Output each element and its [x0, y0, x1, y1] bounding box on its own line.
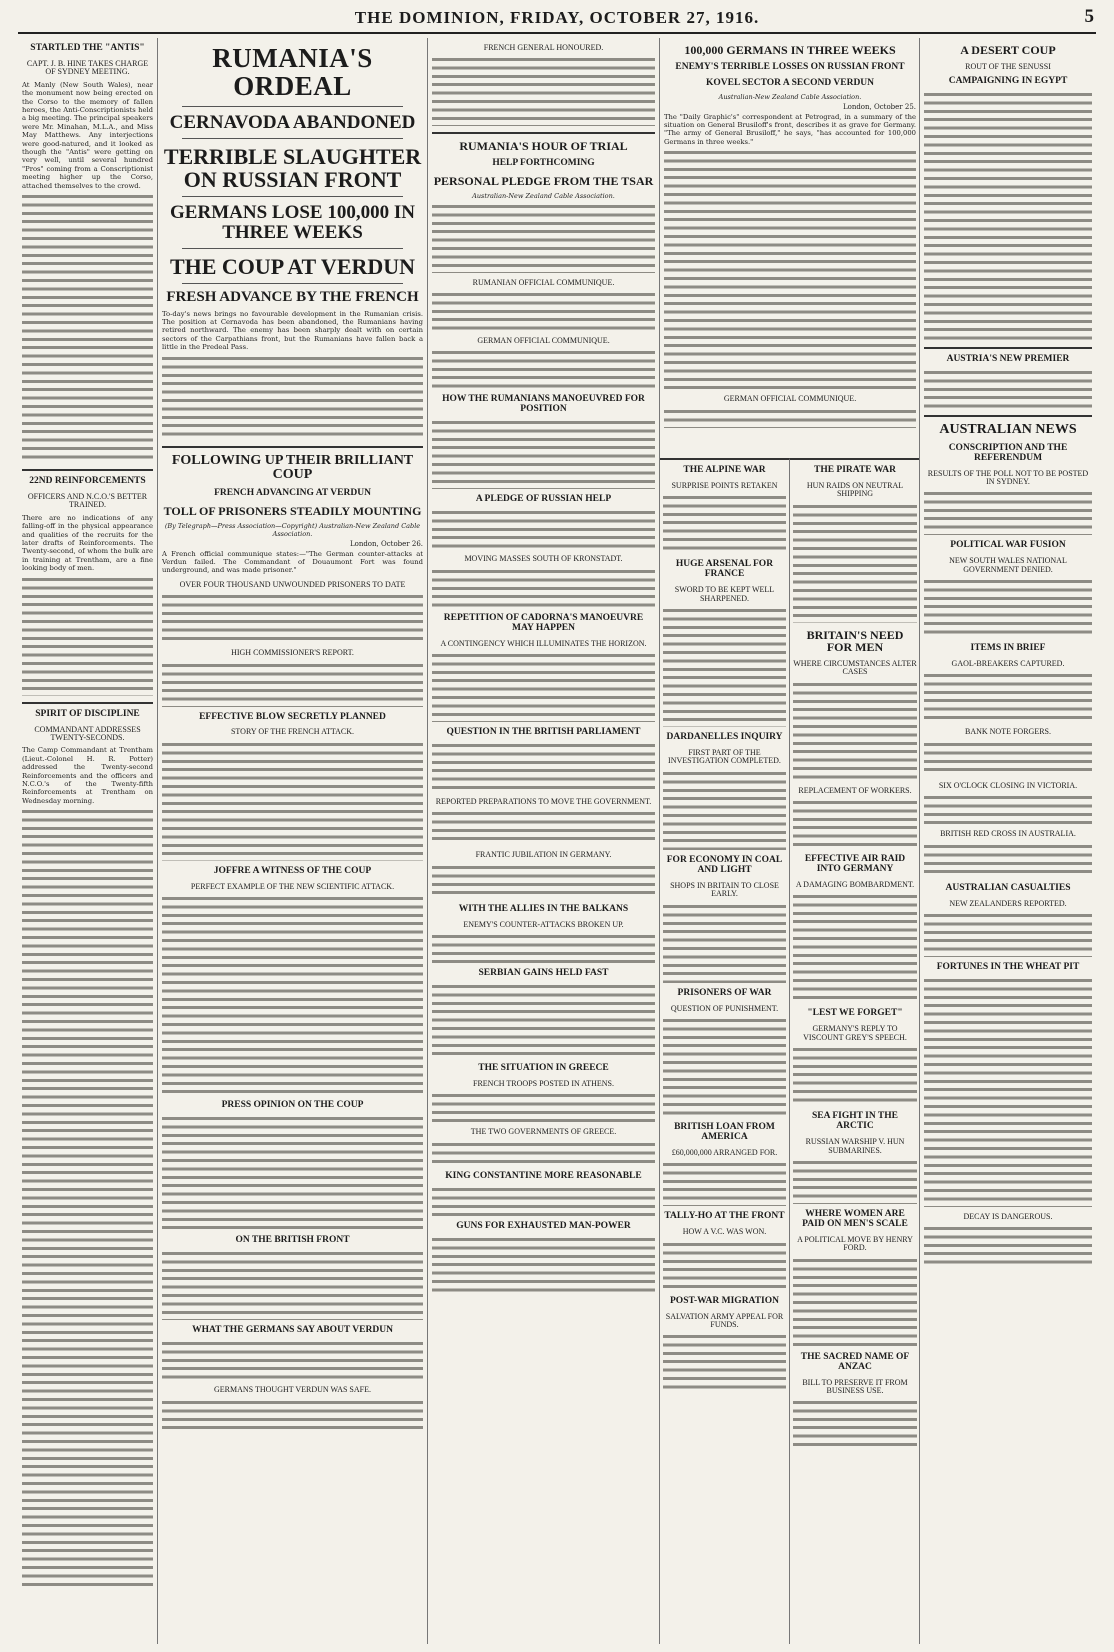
article-text-block — [162, 1399, 423, 1429]
headline: KING CONSTANTINE MORE REASONABLE — [445, 1170, 642, 1181]
article-text-block — [22, 576, 153, 696]
divider — [182, 196, 403, 197]
article-text-block — [22, 808, 153, 1588]
article-text-block — [924, 741, 1092, 776]
headline: THE ALPINE WAR — [683, 465, 766, 475]
article-text-block — [924, 91, 1092, 341]
article-text-block — [162, 662, 423, 707]
headline: WITH THE ALLIES IN THE BALKANS — [458, 903, 629, 914]
headline: ON THE BRITISH FRONT — [235, 1235, 350, 1246]
subheadline: GERMANS THOUGHT VERDUN WAS SAFE. — [214, 1385, 371, 1395]
divider — [924, 415, 1092, 417]
newspaper-columns — [18, 38, 1096, 1644]
subheadline: SURPRISE POINTS RETAKEN — [671, 480, 778, 490]
subheadline: BANK NOTE FORGERS. — [964, 727, 1051, 737]
sub-column-left — [660, 458, 790, 1644]
headline: A DESERT COUP — [960, 43, 1056, 57]
column-3 — [428, 38, 660, 1644]
headline: GUNS FOR EXHAUSTED MAN-POWER — [456, 1220, 631, 1231]
headline: GERMANS LOSE 100,000 IN THREE WEEKS — [170, 201, 415, 243]
headline: FORTUNES IN THE WHEAT PIT — [936, 961, 1080, 972]
subheadline: A DAMAGING BOMBARDMENT. — [795, 880, 915, 890]
subheadline: CAMPAIGNING IN EGYPT — [948, 75, 1068, 86]
article-text-block — [432, 1141, 655, 1166]
headline: SEA FIGHT IN THE ARCTIC — [812, 1111, 898, 1132]
top-story — [660, 38, 920, 458]
article-text-block — [432, 1186, 655, 1216]
subheadline: SALVATION ARMY APPEAL FOR FUNDS. — [665, 1311, 784, 1329]
headline: STARTLED THE "ANTIS" — [30, 43, 145, 53]
headline: THE SACRED NAME OF ANZAC — [800, 1351, 910, 1372]
headline: FOLLOWING UP THEIR BRILLIANT COUP — [171, 452, 414, 483]
subheadline: FRANTIC JUBILATION IN GERMANY. — [475, 850, 612, 860]
article-text-block — [162, 355, 423, 440]
subheadline: GERMAN OFFICIAL COMMUNIQUE. — [723, 394, 857, 404]
headline: PRESS OPINION ON THE COUP — [221, 1100, 364, 1111]
subheadline: RESULTS OF THE POLL NOT TO BE POSTED IN SYDNEY. — [927, 468, 1089, 486]
subheadline: FRENCH TROOPS POSTED IN ATHENS. — [473, 1079, 614, 1088]
article-text-block — [793, 1046, 917, 1106]
subheadline: BILL TO PRESERVE IT FROM BUSINESS USE. — [802, 1377, 908, 1395]
subheadline: WHERE CIRCUMSTANCES ALTER CASES — [793, 658, 917, 677]
article-text-block — [924, 672, 1092, 722]
article-text-block — [432, 509, 655, 549]
subheadline: BRITISH RED CROSS IN AUSTRALIA. — [940, 829, 1076, 839]
article-text-block — [162, 593, 423, 643]
article-text-block — [924, 843, 1092, 878]
article-text-block — [924, 794, 1092, 824]
article-text-block — [432, 983, 655, 1058]
column-4 — [660, 38, 920, 1644]
dateline: London, October 26. — [349, 539, 423, 548]
headline: PERSONAL PLEDGE FROM THE TSAR — [433, 173, 654, 188]
subheadline: GERMAN OFFICIAL COMMUNIQUE. — [477, 335, 610, 345]
article-text: To-day's news brings no favourable development in the Rumanian crisis. The position at Cernavoda has been abandoned, the Rumanians having retired northward. The enemy has been sharply dealt with on certain sectors of the Carpathians front, but the Rumanians have fallen back a little in the Predeal Pass. — [162, 309, 423, 352]
divider — [924, 347, 1092, 349]
article-text-block — [432, 203, 655, 273]
headline: POLITICAL WAR FUSION — [950, 540, 1066, 551]
headline: TALLY-HO AT THE FRONT — [664, 1211, 785, 1222]
headline: THE PIRATE WAR — [814, 465, 896, 475]
article-text-block — [793, 503, 917, 623]
subheadline: REPLACEMENT OF WORKERS. — [798, 785, 912, 795]
headline: WHAT THE GERMANS SAY ABOUT VERDUN — [192, 1325, 393, 1336]
article-text-block — [664, 408, 916, 428]
column-5 — [920, 38, 1096, 1644]
headline: BRITISH LOAN FROM AMERICA — [674, 1121, 775, 1142]
subheadline: ENEMY'S TERRIBLE LOSSES ON RUSSIAN FRONT — [675, 61, 905, 72]
article-text-block — [663, 1333, 786, 1393]
article-text: At Manly (New South Wales), near the monument now being erected on the Corso to the memory of fallen heroes, the Anti-Conscriptionists held a big meeting. The principal speakers were Mr. Minahan, M.L.A., and Miss May Matthews. Any interjections were good-natured, and it looked as though the "Antis" were getting on very well, until several hundred "Pros" coming from a Conscriptionist meeting higher up the Corso, attached themselves to the crowd. — [22, 80, 153, 190]
subheadline: NEW ZEALANDERS REPORTED. — [949, 898, 1067, 908]
article-text-block — [793, 893, 917, 1003]
headline: JOFFRE A WITNESS OF THE COUP — [213, 865, 372, 876]
subheadline: FIRST PART OF THE INVESTIGATION COMPLETED. — [668, 748, 781, 766]
subheadline: RUSSIAN WARSHIP V. HUN SUBMARINES. — [805, 1137, 905, 1155]
article-text-block — [162, 1340, 423, 1380]
article-text-block — [432, 652, 655, 722]
column-1 — [18, 38, 158, 1644]
subheadline: PERFECT EXAMPLE OF THE NEW SCIENTIFIC ATTACK. — [190, 881, 395, 891]
headline: WHERE WOMEN ARE PAID ON MEN'S SCALE — [802, 1208, 908, 1229]
article-text-block — [432, 810, 655, 845]
subheadline: DECAY IS DANGEROUS. — [963, 1211, 1053, 1221]
headline: 22ND REINFORCEMENTS — [29, 476, 146, 487]
article-text-block — [432, 742, 655, 792]
article-text-block — [793, 799, 917, 849]
article-text: The Camp Commandant at Trentham (Lieut.-Colonel H. R. Potter) addressed the Twenty-second Reinforcements and the officers and N.C.O.'s of the Twenty-fifth Reinforcements at Trentham on Wednesday morning. — [22, 746, 153, 805]
article-text-block — [432, 1236, 655, 1296]
headline: EFFECTIVE BLOW SECRETLY PLANNED — [199, 711, 386, 722]
headline: CERNAVODA ABANDONED — [169, 111, 416, 133]
headline: PRISONERS OF WAR — [677, 987, 772, 998]
headline: SPIRIT OF DISCIPLINE — [35, 708, 140, 719]
article-text-block — [793, 681, 917, 781]
divider — [182, 138, 403, 139]
article-text-block — [432, 1092, 655, 1122]
headline: QUESTION IN THE BRITISH PARLIAMENT — [446, 726, 641, 737]
headline: THE SITUATION IN GREECE — [478, 1063, 609, 1074]
subheadline: HELP FORTHCOMING — [492, 157, 595, 168]
headline: 100,000 GERMANS IN THREE WEEKS — [684, 43, 896, 57]
subheadline: QUESTION OF PUNISHMENT. — [670, 1003, 779, 1013]
article-text-block — [793, 1159, 917, 1204]
article-text-block — [663, 903, 786, 983]
subheadline: SWORD TO BE KEPT WELL SHARPENED. — [674, 585, 775, 603]
divider — [182, 106, 403, 107]
subheadline: RUMANIAN OFFICIAL COMMUNIQUE. — [472, 277, 615, 287]
credit-line: Australian-New Zealand Cable Association. — [718, 92, 862, 101]
article-text-block — [432, 56, 655, 126]
subheadline: CAPT. J. B. HINE TAKES CHARGE OF SYDNEY MEETING. — [26, 58, 149, 77]
subheadline: A CONTINGENCY WHICH ILLUMINATES THE HORIZON. — [440, 638, 647, 648]
article-text: A French official communique states:—"The German counter-attacks at Verdun failed. The Commandant of Douaumont Fort was found underground, and was made prisoner." — [162, 549, 423, 575]
divider — [182, 283, 403, 284]
headline: FOR ECONOMY IN COAL AND LIGHT — [666, 854, 783, 875]
article-text-block — [663, 770, 786, 850]
headline: "LEST WE FORGET" — [807, 1008, 903, 1019]
subheadline: ROUT OF THE SENUSSI — [965, 61, 1051, 71]
subheadline: HOW A V.C. WAS WON. — [682, 1227, 767, 1237]
article-text-block — [663, 1241, 786, 1291]
subheadline: GAOL-BREAKERS CAPTURED. — [951, 659, 1065, 669]
headline: POST-WAR MIGRATION — [670, 1295, 779, 1306]
article-text-block — [22, 193, 153, 463]
headline: THE COUP AT VERDUN — [169, 253, 416, 279]
article-text-block — [432, 291, 655, 331]
dateline: London, October 25. — [842, 102, 916, 111]
headline: AUSTRALIAN CASUALTIES — [945, 882, 1071, 893]
headline: AUSTRIA'S NEW PREMIER — [946, 353, 1070, 364]
credit-line: (By Telegraph—Press Association—Copyright) Australian-New Zealand Cable Association. — [164, 521, 421, 538]
subheadline: HIGH COMMISSIONER'S REPORT. — [231, 648, 354, 658]
article-text-block — [432, 419, 655, 489]
page-number: 5 — [1084, 6, 1094, 27]
article-text-block — [924, 369, 1092, 409]
headline: BRITAIN'S NEED FOR MEN — [806, 627, 904, 655]
headline: DARDANELLES INQUIRY — [666, 732, 783, 743]
article-text-block — [663, 607, 786, 727]
subheadline: FRENCH GENERAL HONOURED. — [483, 43, 604, 52]
article-text-block — [793, 1399, 917, 1449]
article-text-block — [162, 741, 423, 861]
divider — [162, 446, 423, 448]
article-text-block — [663, 494, 786, 554]
main-headline: RUMANIA'S ORDEAL — [212, 43, 373, 102]
headline: HUGE ARSENAL FOR FRANCE — [675, 559, 774, 580]
headline: SERBIAN GAINS HELD FAST — [478, 968, 609, 979]
article-text-block — [924, 977, 1092, 1207]
headline: EFFECTIVE AIR RAID INTO GERMANY — [804, 854, 906, 875]
article-text-block — [924, 1225, 1092, 1265]
headline: TERRIBLE SLAUGHTER ON RUSSIAN FRONT — [163, 143, 422, 192]
divider — [182, 248, 403, 249]
headline: REPETITION OF CADORNA'S MANOEUVRE MAY HAPPEN — [443, 612, 644, 633]
sub-column-right — [790, 458, 920, 1644]
article-text-block — [162, 1115, 423, 1230]
divider — [432, 132, 655, 134]
column-2 — [158, 38, 428, 1644]
headline: FRESH ADVANCE BY THE FRENCH — [166, 288, 419, 305]
article-text: There are no indications of any falling-off in the physical appearance and qualities of the recruits for the later drafts of Reinforcements. The Twenty-second, of whom the bulk are in training at Trentham, are a fine looking body of men. — [22, 513, 153, 573]
divider — [22, 702, 153, 704]
subheadline: MOVING MASSES SOUTH OF KRONSTADT. — [464, 554, 623, 564]
subheadline: HUN RAIDS ON NEUTRAL SHIPPING — [806, 480, 904, 499]
article-text-block — [663, 1017, 786, 1117]
article-text-block — [924, 912, 1092, 957]
article-text-block — [793, 1257, 917, 1347]
divider — [22, 469, 153, 471]
subheadline: CONSCRIPTION AND THE REFERENDUM — [948, 442, 1068, 463]
subheadline: KOVEL SECTOR A SECOND VERDUN — [705, 77, 875, 88]
headline: RUMANIA'S HOUR OF TRIAL — [459, 139, 628, 154]
subheadline: THE TWO GOVERNMENTS OF GREECE. — [470, 1127, 617, 1137]
headline: A PLEDGE OF RUSSIAN HELP — [475, 494, 612, 505]
article-text-block — [432, 568, 655, 608]
subheadline: REPORTED PREPARATIONS TO MOVE THE GOVERNMENT. — [435, 796, 652, 806]
article-text-block — [663, 1161, 786, 1206]
subheadline: NEW SOUTH WALES NATIONAL GOVERNMENT DENIED. — [949, 556, 1067, 574]
subheadline: STORY OF THE FRENCH ATTACK. — [230, 727, 354, 737]
article-text-block — [432, 349, 655, 389]
headline: AUSTRALIAN NEWS — [939, 421, 1077, 437]
masthead — [18, 6, 1096, 34]
subheadline: A POLITICAL MOVE BY HENRY FORD. — [797, 1234, 913, 1253]
article-text: The "Daily Graphic's" correspondent at Petrograd, in a summary of the situation on General Brusiloff's front, describes it as grave for Germany. "The army of General Brusiloff," he says, "has accounted for 100,000 Germans in three weeks." — [664, 112, 916, 146]
subheadline: £60,000,000 ARRANGED FOR. — [671, 1147, 778, 1157]
article-text-block — [162, 1250, 423, 1320]
subheadline: GERMANY'S REPLY TO VISCOUNT GREY'S SPEECH. — [803, 1024, 907, 1042]
subheadline: SHOPS IN BRITAIN TO CLOSE EARLY. — [670, 880, 779, 899]
subheadline: FRENCH ADVANCING AT VERDUN — [214, 487, 371, 498]
subheadline: COMMANDANT ADDRESSES TWENTY-SECONDS. — [34, 724, 141, 742]
masthead-title: THE DOMINION, FRIDAY, OCTOBER 27, 1916. — [354, 8, 760, 27]
article-text-block — [664, 149, 916, 389]
headline: TOLL OF PRISONERS STEADILY MOUNTING — [163, 503, 422, 518]
article-text-block — [162, 895, 423, 1095]
headline: ITEMS IN BRIEF — [970, 643, 1046, 654]
article-text-block — [924, 578, 1092, 638]
article-text-block — [924, 490, 1092, 535]
subheadline: ENEMY'S COUNTER-ATTACKS BROKEN UP. — [463, 919, 624, 929]
credit-line: Australian-New Zealand Cable Association. — [472, 191, 615, 200]
subheadline: OFFICERS AND N.C.O.'S BETTER TRAINED. — [27, 492, 148, 510]
headline: HOW THE RUMANIANS MANOEUVRED FOR POSITION — [442, 394, 645, 415]
article-text-block — [432, 864, 655, 899]
subheadline: SIX O'CLOCK CLOSING IN VICTORIA. — [938, 780, 1078, 790]
subheadline: OVER FOUR THOUSAND UNWOUNDED PRISONERS TO DATE — [179, 579, 406, 589]
article-text-block — [432, 933, 655, 963]
